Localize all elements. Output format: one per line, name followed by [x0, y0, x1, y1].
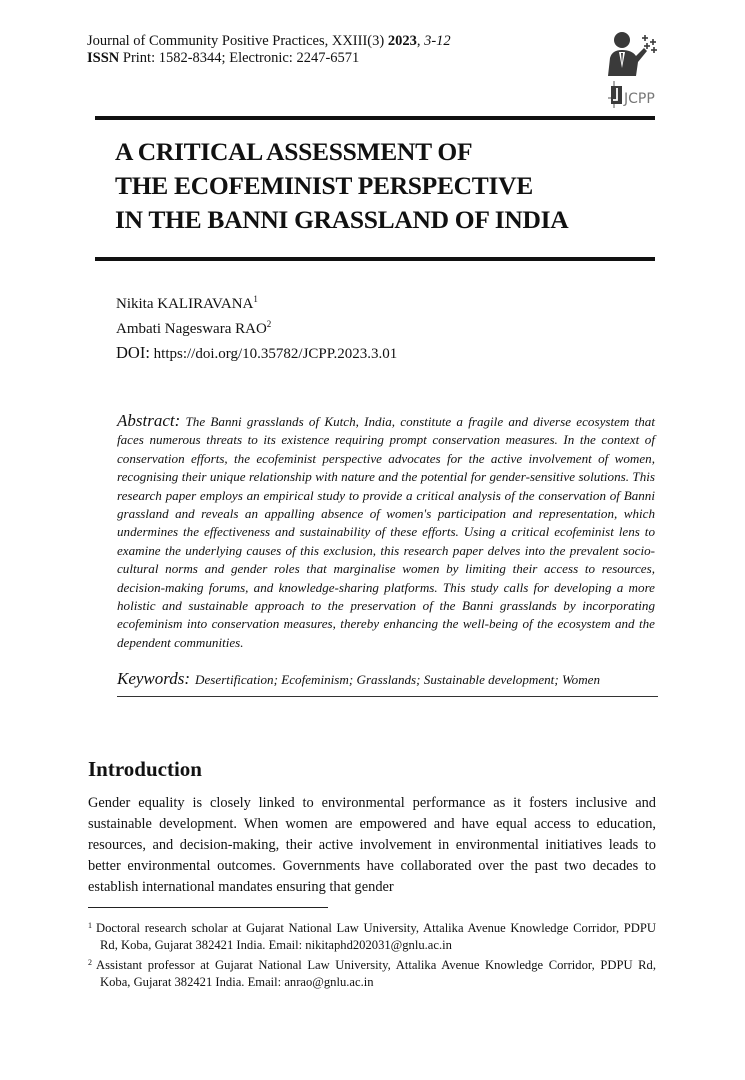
logo-text: JCPP — [624, 91, 655, 107]
issn-line: ISSN Print: 1582-8344; Electronic: 2247-6571 — [87, 50, 360, 66]
footnote-ref[interactable]: 2 — [266, 319, 272, 329]
abstract — [117, 412, 655, 652]
abstract-label: Abstract: — [117, 411, 181, 430]
footnotes — [88, 917, 656, 991]
journal-header — [87, 33, 567, 67]
title-top-rule — [95, 116, 655, 120]
abstract-text: The Banni grasslands of Kutch, India, constitute a fragile and diverse ecosystem that faces numerous threats to its existence requiring prompt conservation measures. In the context of conservation efforts, the ecofeminist perspective advocates for the active involvement of women, recognising their unique relationship with nature and the potential for gender-sensitive solutions. This research paper employs an empirical study to provide a critical analysis of the conservation of Banni grassland and reveals an appalling absence of women's participation and representation, which undermines the effectiveness and sustainability of these efforts. Using a critical ecofeminist lens to examine the underlying causes of this exclusion, this research paper delves into the prevalent socio-cultural norms and gender roles that marginalise women by limiting their access to resources, decision-making forums, and knowledge-sharing platforms. This study calls for developing a more holistic and sustainable approach to the preservation of the Banni grasslands by incorporating ecofeminism into conservation measures, thereby enhancing the well-being of the ecosystem and the dependent communities. — [117, 414, 655, 650]
paper-title: A CRITICAL ASSESSMENT OF THE ECOFEMINIST PERSPECTIVE IN THE BANNI GRASSLAND OF INDIA — [115, 137, 569, 234]
footnote-separator — [88, 907, 328, 908]
footnote: $^1$ Doctoral research scholar at Gujarat National Law University, Attalika Avenue Knowledge Corridor, PDPU Rd, Koba, Gujarat 382421 India. Email: nikitaphd202031@gnlu.ac.in — [88, 921, 656, 952]
keywords-rule — [117, 696, 658, 697]
title-bottom-rule — [95, 257, 655, 261]
doi-link[interactable]: https://doi.org/10.35782/JCPP.2023.3.01 — [149, 346, 398, 362]
journal-year: 2023 — [387, 33, 417, 49]
businessman-icon — [600, 28, 660, 110]
doi — [116, 343, 397, 363]
footnote-ref[interactable]: 1 — [253, 294, 258, 304]
body-paragraph: Gender equality is closely linked to environmental performance as it fosters inclusive and sustainable development. When women are empowered and have equal access to education, resources, and decision-making, their active involvement in environmental initiatives leads to better environmental outcomes. Governments have collaborated over the past two decades to establish international mandates ensuring that gender — [88, 795, 656, 895]
keywords — [117, 669, 657, 689]
keywords-label: Keywords: — [117, 669, 191, 688]
journal-citation: Journal of Community Positive Practices, XXIII(3) 2023, 3-12 — [87, 33, 451, 49]
author: Ambati Nageswara RAO$^2$ — [116, 319, 272, 337]
keywords-text: Desertification; Ecofeminism; Grasslands; Sustainable development; Women — [195, 672, 601, 687]
author-list — [116, 289, 271, 339]
author: Nikita KALIRAVANA$^1$ — [116, 294, 258, 312]
section-heading: Introduction — [88, 757, 202, 781]
jcpp-logo — [600, 28, 660, 110]
doi-label: DOI: — [116, 343, 150, 362]
page-range: 3-12 — [424, 33, 451, 49]
footnote: $^2$ Assistant professor at Gujarat National Law University, Attalika Avenue Knowledge Corridor, PDPU Rd, Koba, Gujarat 382421 India. Email: anrao@gnlu.ac.in — [88, 958, 656, 989]
